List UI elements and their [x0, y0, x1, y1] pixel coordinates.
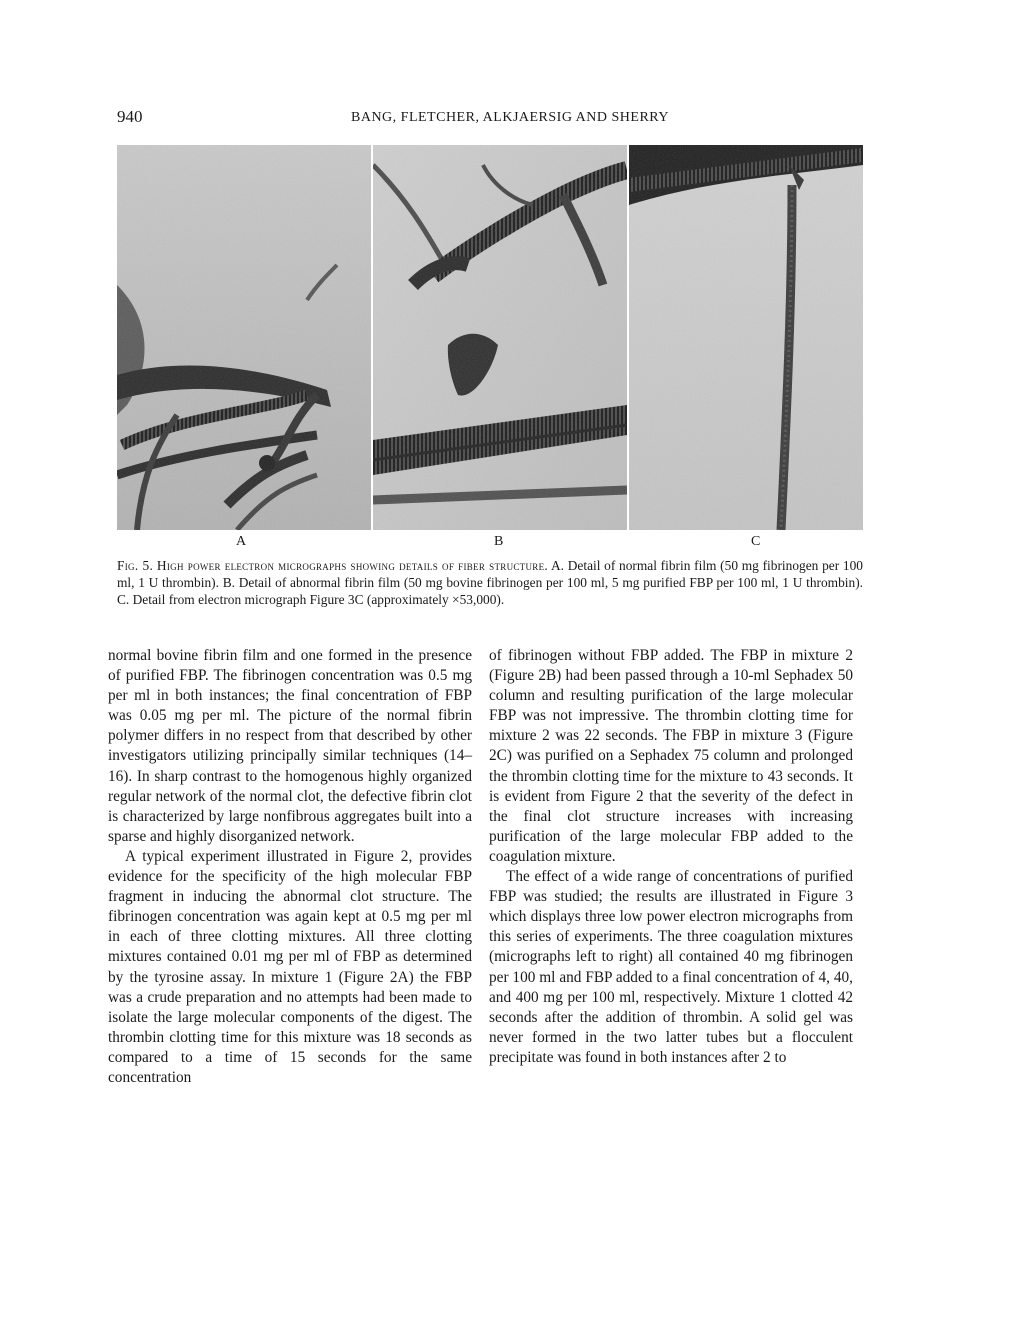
- caption-body: A. Detail of normal fibrin film (50 mg fibrinogen per 100 ml, 1 U thrombin). B. Detail of abnormal fibrin film (50 mg bovine fibrinogen per 100 ml, 5 mg purified FBP per 100 ml, 1 U thrombin). C. Detail from electron micrograph Figure 3C (approximately ×53,000).: [117, 558, 863, 607]
- text-column-left: [108, 646, 472, 1088]
- micrograph-b-image: [373, 145, 627, 530]
- running-head: BANG, FLETCHER, ALKJAERSIG AND SHERRY: [351, 110, 669, 125]
- paragraph: The effect of a wide range of concentrations of purified FBP was studied; the results are illustrated in Figure 3 which displays three low power electron micrographs from this series of experiments. The three coagulation mixtures (micrographs left to right) all contained 40 mg fibrinogen per 100 ml and FBP added to a final concentration of 4, 40, and 400 mg per 100 ml, respectively. Mixture 1 clotted 42 seconds after the addition of thrombin. A solid gel was never formed in the two latter tubes but a flocculent precipitate was found in both instances after 2 to: [489, 868, 853, 1066]
- paragraph: of fibrinogen without FBP added. The FBP in mixture 2 (Figure 2B) had been passed through a 10-ml Sephadex 50 column and resulting purification of the large molecular FBP was not impressive. The thrombin clotting time for mixture 2 was 22 seconds. The FBP in mixture 3 (Figure 2C) was purified on a Sephadex 75 column and prolonged the thrombin clotting time for the mixture to 43 seconds. It is evident from Figure 2 that the severity of the defect in the final clot structure increases with increasing purification of the large molecular FBP added to the coagulation mixture.: [489, 647, 853, 865]
- page-number: 940: [117, 107, 143, 126]
- panel-label-c: C: [751, 534, 761, 549]
- micrograph-panel-c: [629, 145, 863, 530]
- figure-5: [117, 145, 863, 530]
- caption-title: High power electron micrographs showing details of fiber structure.: [156, 558, 549, 573]
- paragraph: A typical experiment illustrated in Figure 2, provides evidence for the specificity of the high molecular FBP fragment in inducing the abnormal clot structure. The fibrinogen concentration was again kept at 0.5 mg per ml in each of three clotting mixtures. All three clotting mixtures contained 0.01 mg per ml of FBP as determined by the tyrosine assay. In mixture 1 (Figure 2A) the FBP was a crude preparation and no attempts had been made to isolate the large molecular components of the digest. The thrombin clotting time for this mixture was 18 seconds as compared to a time of 15 seconds for the same concentration: [108, 847, 472, 1086]
- panel-label-b: B: [494, 534, 504, 549]
- micrograph-panel-b: [373, 145, 627, 530]
- micrograph-panel-a: [117, 145, 371, 530]
- caption-lead: Fig. 5.: [117, 558, 154, 573]
- text-column-right: [489, 646, 853, 1068]
- micrograph-a-image: [117, 145, 371, 530]
- panel-label-a: A: [236, 534, 247, 549]
- figure-caption: [117, 557, 863, 608]
- paragraph: normal bovine fibrin film and one formed in the presence of purified FBP. The fibrinogen concentration was 0.5 mg per ml in both instances; the final concentration of FBP was 0.05 mg per ml. The picture of the normal fibrin polymer differs in no respect from that described by other investigators utilizing principally similar techniques (14–16). In sharp contrast to the homogenous highly organized regular network of the normal clot, the defective fibrin clot is characterized by large nonfibrous aggregates built into a sparse and highly disorganized network.: [108, 647, 472, 845]
- micrograph-c-image: [629, 145, 863, 530]
